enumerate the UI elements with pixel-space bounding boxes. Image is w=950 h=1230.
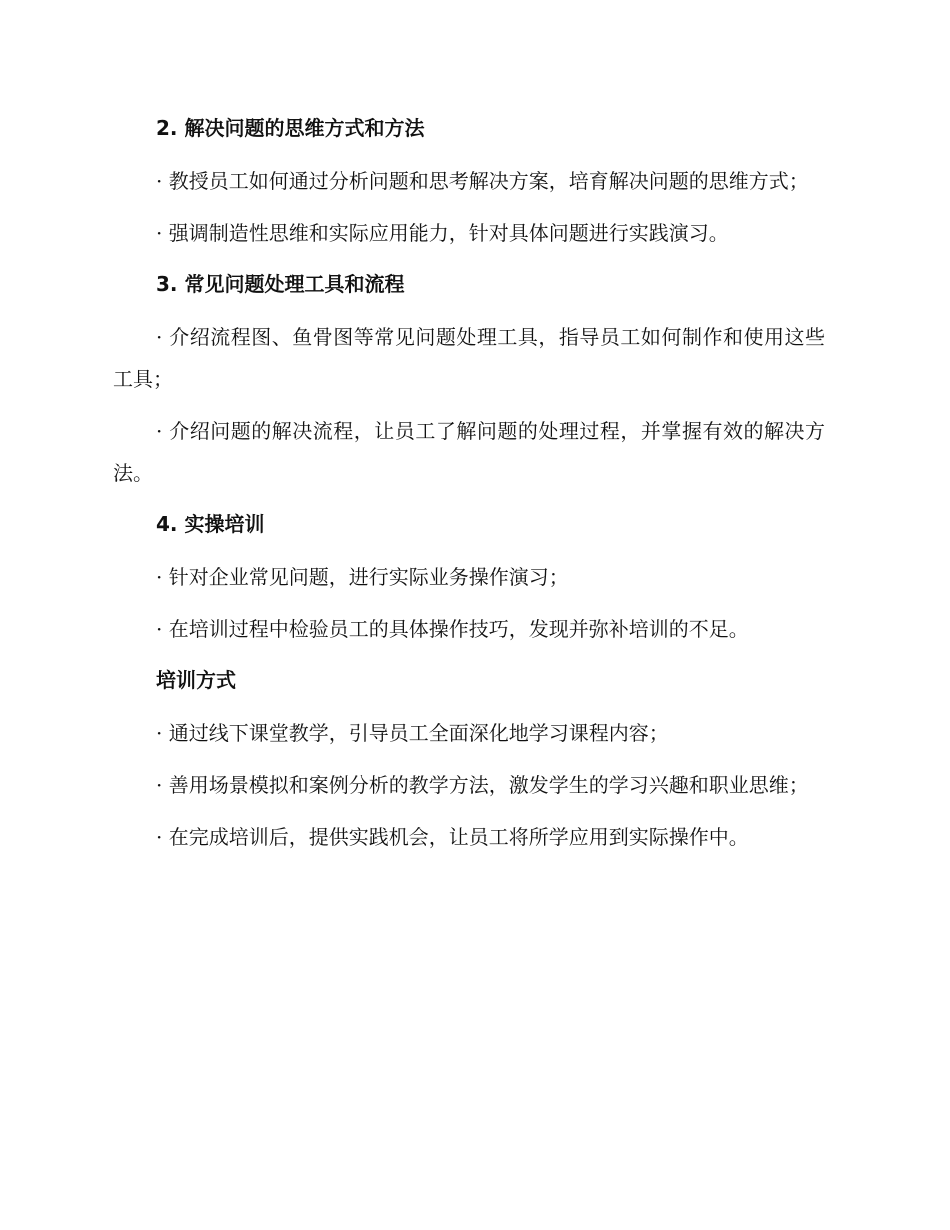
bullet-paragraph: · 针对企业常见问题，进行实际业务操作演习； <box>156 565 569 589</box>
bullet-paragraph: · 善用场景模拟和案例分析的教学方法，激发学生的学习兴趣和职业思维； <box>156 773 809 797</box>
document-body <box>113 108 825 858</box>
bullet-paragraph: · 在培训过程中检验员工的具体操作技巧，发现并弥补培训的不足。 <box>156 617 749 641</box>
bullet-paragraph: · 在完成培训后，提供实践机会，让员工将所学应用到实际操作中。 <box>156 825 749 849</box>
bullet-paragraph: · 通过线下课堂教学，引导员工全面深化地学习课程内容； <box>156 721 669 745</box>
section-heading-practical-training: 4. 实操培训 <box>156 512 265 536</box>
section-heading-tools-and-process: 3. 常见问题处理工具和流程 <box>156 272 405 296</box>
bullet-paragraph: · 强调制造性思维和实际应用能力，针对具体问题进行实践演习。 <box>156 221 729 245</box>
bullet-paragraph: · 介绍问题的解决流程，让员工了解问题的处理过程，并掌握有效的解决方法。 <box>113 419 825 485</box>
bullet-paragraph: · 教授员工如何通过分析问题和思考解决方案，培育解决问题的思维方式； <box>156 169 809 193</box>
bullet-paragraph: · 介绍流程图、鱼骨图等常见问题处理工具，指导员工如何制作和使用这些工具； <box>113 325 825 391</box>
section-heading-problem-solving-thinking: 2. 解决问题的思维方式和方法 <box>156 116 425 140</box>
section-heading-training-methods: 培训方式 <box>156 668 236 692</box>
